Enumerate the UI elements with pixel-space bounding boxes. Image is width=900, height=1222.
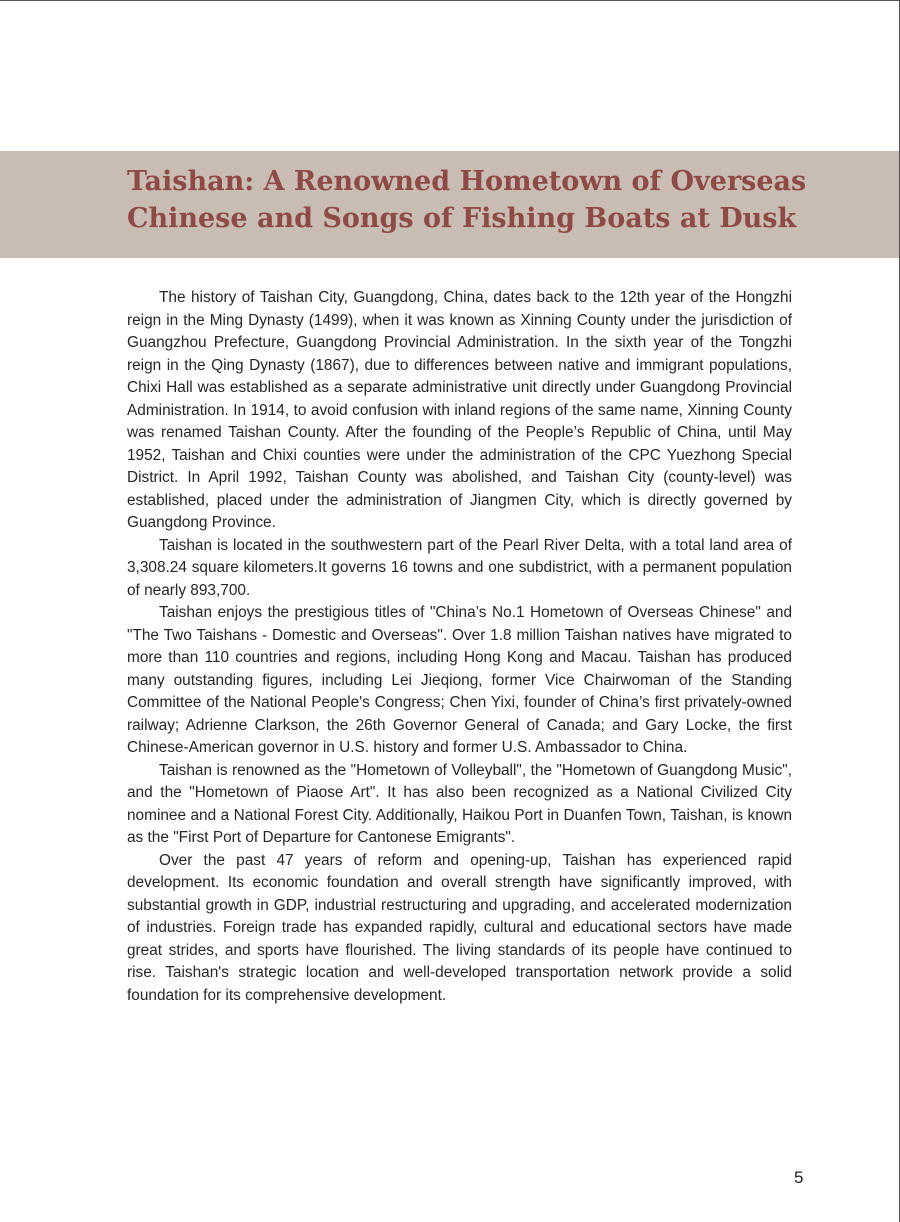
paragraph-culture: Taishan is renowned as the "Hometown of Volleyball", the "Hometown of Guangdong Music", and the "Hometown of Piaose Art". It has also been recognized as a National Civilized City nominee and a National Forest City. Additionally, Haikou Port in Duanfen Town, Taishan, is known as the "First Port of Departure for Cantonese Emigrants". bbox=[127, 761, 792, 846]
page-top-border bbox=[0, 0, 900, 1]
page-number: 5 bbox=[794, 1168, 804, 1187]
paragraph-history: The history of Taishan City, Guangdong, China, dates back to the 12th year of the Hongzhi reign in the Ming Dynasty (1499), when it was known as Xinning County under the jurisdiction of Guangzhou Prefecture, Guangdong Provincial Administration. In the sixth year of the Tongzhi reign in the Qing Dynasty (1867), due to differences between native and immigrant populations, Chixi Hall was established as a separate administrative unit directly under Guangdong Provincial Administration. In 1914, to avoid confusion with inland regions of the same name, Xinning County was renamed Taishan County. After the founding of the People’s Republic of China, until May 1952, Taishan and Chixi counties were under the administration of the CPC Yuezhong Special District. In April 1992, Taishan County was abolished, and Taishan City (county-level) was established, placed under the administration of Jiangmen City, which is directly governed by Guangdong Province. bbox=[127, 289, 792, 531]
paragraph-development: Over the past 47 years of reform and opening-up, Taishan has experienced rapid development. Its economic foundation and overall strength have significantly improved, with substantial growth in GDP, industrial restructuring and upgrading, and accelerated modernization of industries. Foreign trade has expanded rapidly, cultural and educational sectors have made great strides, and sports have flourished. The living standards of its people have continued to rise. Taishan's strategic location and well-developed transportation network provide a solid foundation for its comprehensive development. bbox=[127, 851, 792, 1004]
page-title: Taishan: A Renowned Hometown of Overseas Chinese and Songs of Fishing Boats at Dusk bbox=[127, 166, 807, 234]
paragraph-location: Taishan is located in the southwestern part of the Pearl River Delta, with a total land area of 3,308.24 square kilometers.It governs 16 towns and one subdistrict, with a permanent population of nearly 893,700. bbox=[127, 536, 792, 599]
paragraph-overseas-chinese: Taishan enjoys the prestigious titles of "China’s No.1 Hometown of Overseas Chinese" and "The Two Taishans - Domestic and Overseas". Over 1.8 million Taishan natives have migrated to more than 110 countries and regions, including Hong Kong and Macau. Taishan has produced many outstanding figures, including Lei Jieqiong, former Vice Chairwoman of the Standing Committee of the National People's Congress; Chen Yixi, founder of China’s first privately-owned railway; Adrienne Clarkson, the 26th Governor General of Canada; and Gary Locke, the first Chinese-American governor in U.S. history and former U.S. Ambassador to China. bbox=[127, 604, 792, 756]
article-body bbox=[127, 287, 792, 1007]
